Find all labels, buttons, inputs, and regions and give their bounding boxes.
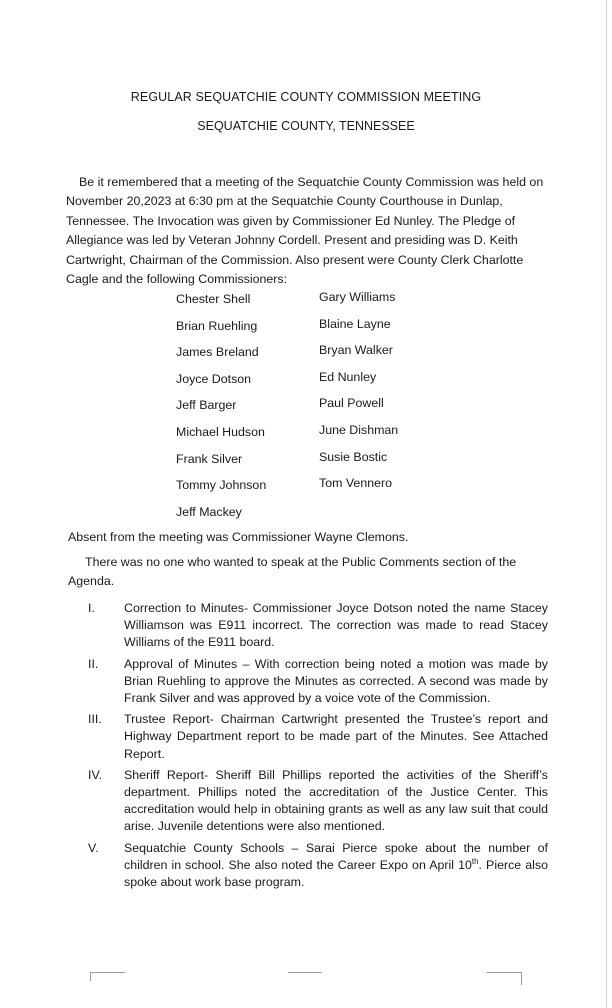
- ordinal-suffix: th: [471, 856, 479, 866]
- commissioner-name: Tommy Johnson: [176, 478, 267, 493]
- agenda-item: [68, 600, 548, 652]
- agenda-item-number: II.: [88, 656, 99, 671]
- scan-mark: [288, 972, 322, 979]
- commissioner-name: James Breland: [176, 345, 259, 360]
- agenda-item-text: Approval of Minutes – With correction being noted a motion was made by Brian Ruehling to approve the Minutes as corrected. A second was made by Frank Silver and was approved by a voice vote of the Commission.: [124, 656, 548, 706]
- commissioner-name: Bryan Walker: [319, 343, 393, 358]
- commissioner-name: Joyce Dotson: [176, 371, 252, 386]
- commissioner-name: Jeff Mackey: [176, 504, 242, 519]
- agenda-item: [68, 840, 548, 892]
- agenda-item-text: Correction to Minutes- Commissioner Joyce Dotson noted the name Stacey Williamson was E911 incorrect. The correction was made to read Stacey Williams of the E911 board.: [124, 601, 548, 650]
- commissioner-name: Jeff Barger: [176, 398, 237, 413]
- agenda-items-list: [68, 600, 548, 895]
- county-subtitle: SEQUATCHIE COUNTY, TENNESSEE: [197, 119, 415, 133]
- scan-edge-line: [606, 0, 607, 1008]
- agenda-item-text: Sheriff Report- Sheriff Bill Phillips reported the activities of the Sheriff’s department. Phillips noted the accreditation of the Justice Center. This accreditation would help in obtaining grants as well as any law suit that could arise. Juvenile detentions were also mentioned.: [124, 767, 548, 834]
- commissioner-name: Michael Hudson: [176, 425, 265, 439]
- agenda-item: [68, 711, 548, 763]
- agenda-item: [68, 656, 548, 708]
- scan-mark: [90, 972, 125, 981]
- agenda-item-text: [124, 840, 548, 892]
- agenda-item: [68, 767, 548, 836]
- agenda-item-text-part: Sequatchie County Schools – Sarai Pierce spoke about the number of children in school. She also noted the Career Expo on April 10: [124, 840, 548, 872]
- commissioner-name: Brian Ruehling: [176, 318, 258, 333]
- intro-paragraph: Be it remembered that a meeting of the Sequatchie County Commission was held on November 20,2023 at 6:30 pm at the Sequatchie County Courthouse in Dunlap, Tennessee. The Invocation was given by Commissioner Ed Nunley. The Pledge of Allegiance was led by Veteran Johnny Cordell. Present and presiding was D. Keith Cartwright, Chairman of the Commission. Also present were County Clerk Charlotte Cagle and the following Commissioners:: [66, 175, 544, 287]
- commissioner-name: June Dishman: [319, 423, 399, 437]
- commissioner-name: Ed Nunley: [319, 369, 377, 384]
- meeting-title: REGULAR SEQUATCHIE COUNTY COMMISSION MEETING: [130, 90, 482, 104]
- commissioner-name: Susie Bostic: [319, 449, 388, 464]
- commissioner-name: Frank Silver: [176, 451, 243, 466]
- commissioner-name: Gary Williams: [319, 290, 396, 304]
- agenda-item-number: V.: [88, 840, 99, 855]
- agenda-item-number: I.: [88, 601, 95, 615]
- absent-statement: Absent from the meeting was Commissioner Wayne Clemons.: [68, 530, 409, 544]
- commissioner-name: Blaine Layne: [319, 316, 391, 331]
- scan-mark: [487, 972, 522, 985]
- public-comments-paragraph: There was no one who wanted to speak at the Public Comments section of the Agenda.: [68, 555, 517, 589]
- agenda-item-number: III.: [88, 712, 102, 727]
- agenda-item-number: IV.: [88, 767, 103, 782]
- commissioner-name: Tom Vennero: [319, 476, 393, 491]
- agenda-item-text-part: . Pierce also spoke about work base program.: [124, 857, 548, 890]
- agenda-item-text: Trustee Report- Chairman Cartwright presented the Trustee’s report and Highway Department report to be made part of the Minutes. See Attached Report.: [124, 712, 548, 761]
- commissioner-name: Paul Powell: [319, 396, 384, 411]
- commissioner-name: Chester Shell: [176, 292, 251, 306]
